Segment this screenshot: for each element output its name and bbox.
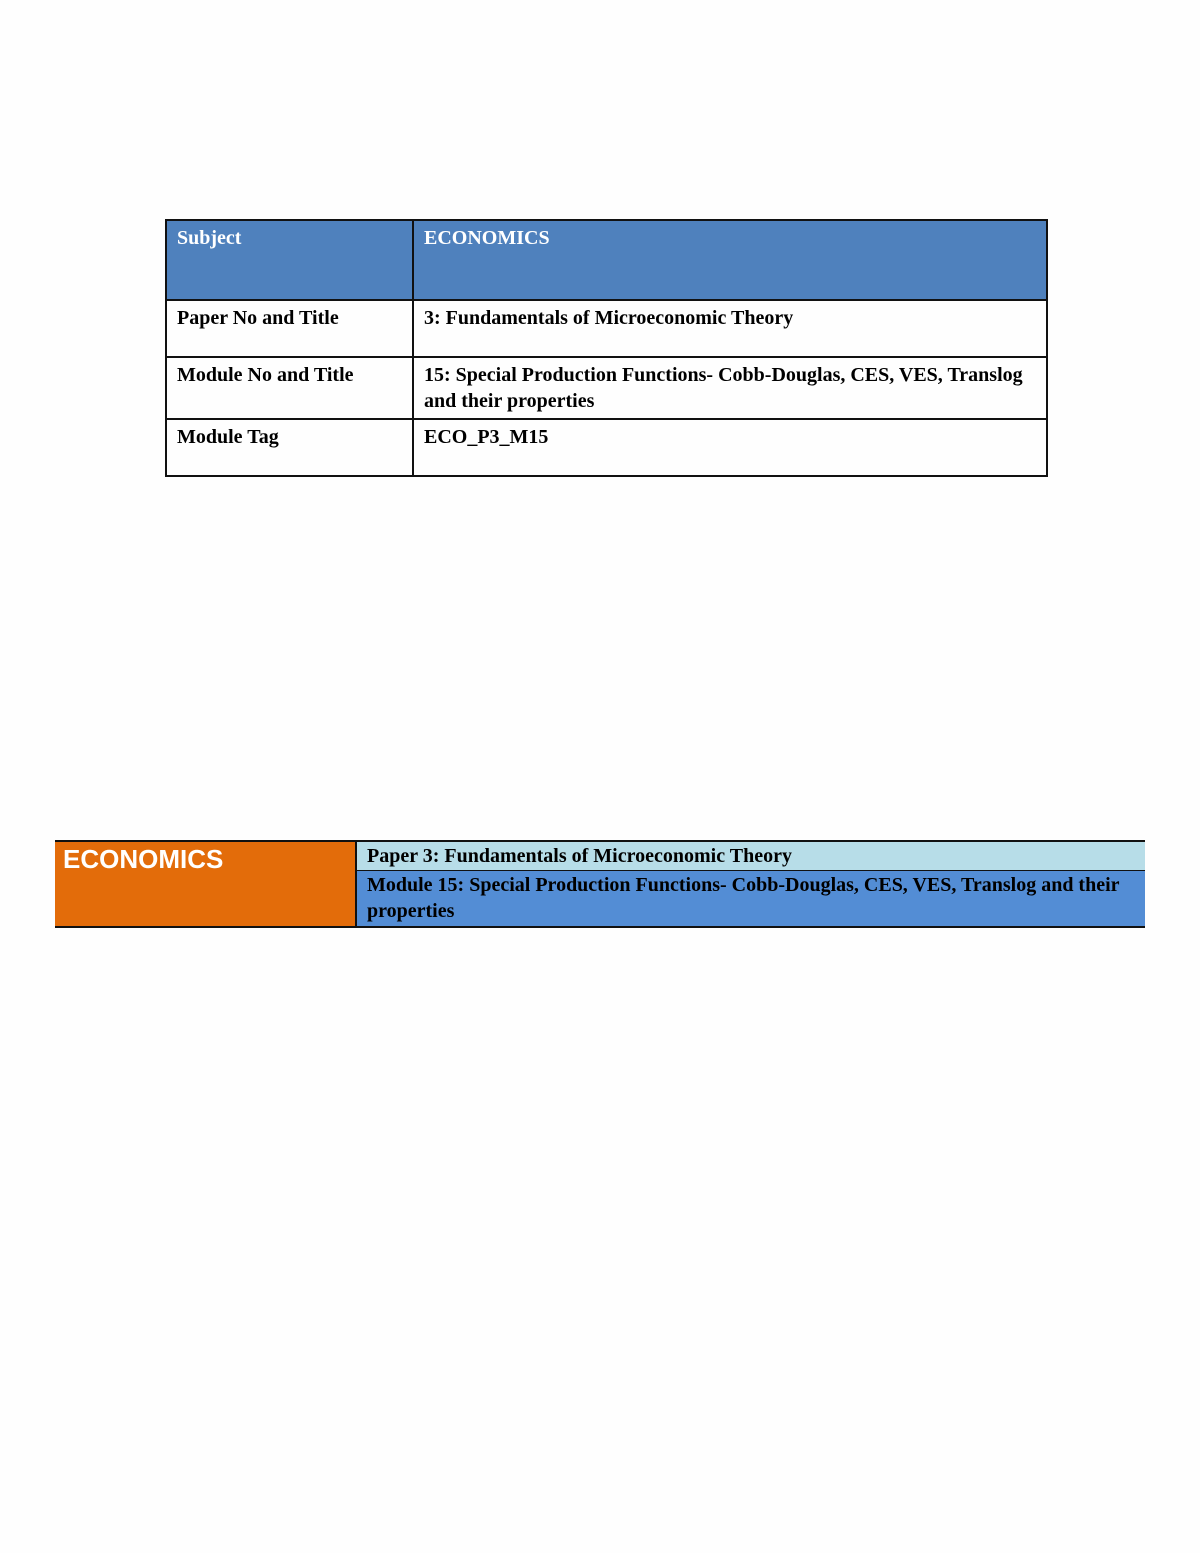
row-value: 3: Fundamentals of Microeconomic Theory — [413, 300, 1047, 357]
row-value: 15: Special Production Functions- Cobb-Douglas, CES, VES, Translog and their properties — [413, 357, 1047, 419]
row-value: ECO_P3_M15 — [413, 419, 1047, 476]
table-row-paper — [166, 300, 1047, 357]
footer-module-title: Module 15: Special Production Functions- Cobb-Douglas, CES, VES, Translog and their properties — [357, 871, 1145, 926]
footer-paper-title: Paper 3: Fundamentals of Microeconomic Theory — [357, 842, 1145, 871]
row-label: Module Tag — [166, 419, 413, 476]
footer-subject: ECONOMICS — [55, 842, 357, 926]
row-value: ECONOMICS — [413, 220, 1047, 300]
module-info-table — [165, 219, 1048, 477]
footer-banner — [55, 840, 1145, 928]
table-row-module-tag — [166, 419, 1047, 476]
row-label: Subject — [166, 220, 413, 300]
row-label: Module No and Title — [166, 357, 413, 419]
footer-details — [357, 842, 1145, 926]
row-label: Paper No and Title — [166, 300, 413, 357]
table-row-module — [166, 357, 1047, 419]
table-row-subject — [166, 220, 1047, 300]
